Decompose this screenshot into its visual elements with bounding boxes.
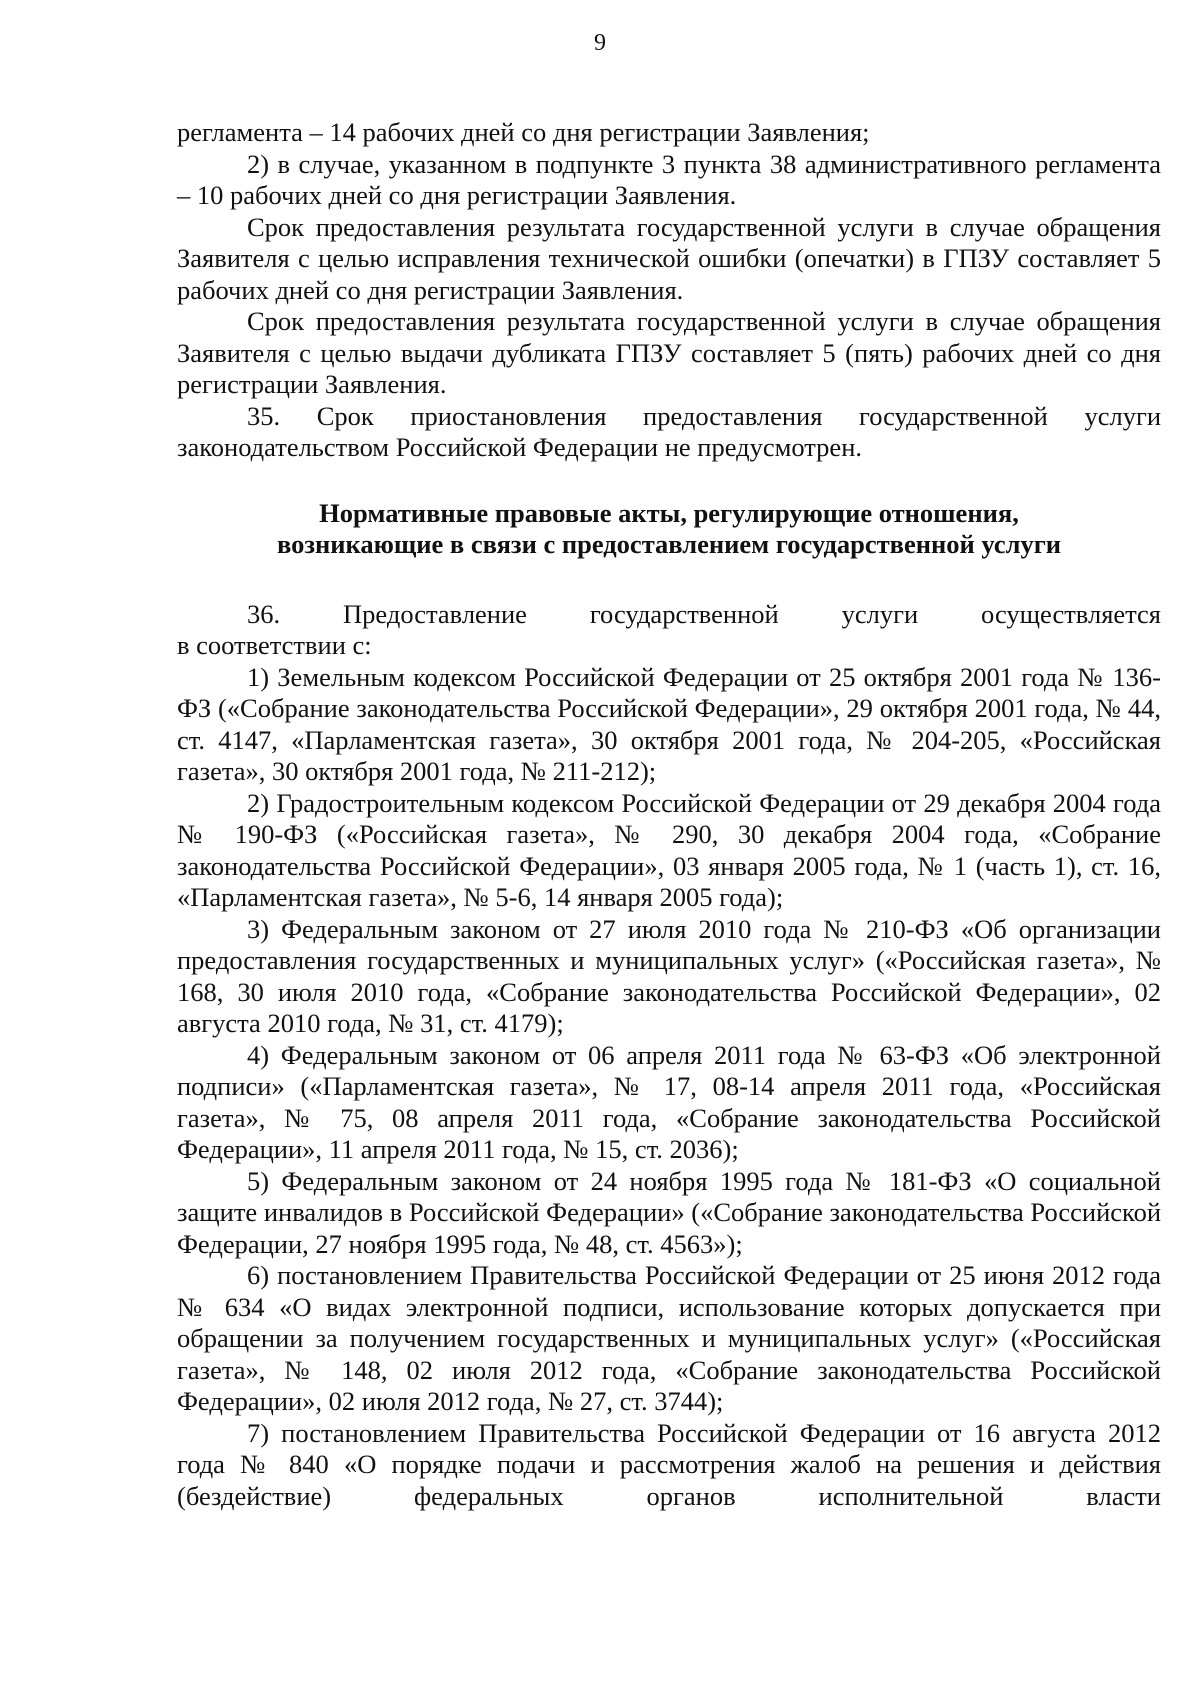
list-item: 1) Земельным кодексом Российской Федерации от 25 октября 2001 года № 136-ФЗ («Собрание законодательства Российской Федерации», 29 октября 2001 года, № 44, ст. 4147, «Парламентская газета», 30 октября 2001 года, № 204-205, «Российская газета», 30 октября 2001 года, № 211-212);	[177, 661, 1161, 786]
list-item: 7) постановлением Правительства Российской Федерации от 16 августа 2012 года № 840 «О порядке подачи и рассмотрения жалоб на решения и действия (бездействие) федеральных органов исполнительной власти	[177, 1417, 1161, 1511]
paragraph: 2) в случае, указанном в подпункте 3 пункта 38 административного регламента – 10 рабочих дней со дня регистрации Заявления.	[177, 148, 1161, 210]
section-heading	[177, 498, 1161, 561]
paragraph: в соответствии с:	[177, 630, 372, 660]
paragraph: регламента – 14 рабочих дней со дня регистрации Заявления;	[177, 117, 870, 147]
paragraph: Срок предоставления результата государственной услуги в случае обращения Заявителя с целью исправления технической ошибки (опечатки) в ГПЗУ составляет 5 рабочих дней со дня регистрации Заявления.	[177, 211, 1161, 305]
paragraph: 35. Срок приостановления предоставления государственной услуги законодательством Российской Федерации не предусмотрен.	[177, 400, 1161, 462]
paragraph: Срок предоставления результата государственной услуги в случае обращения Заявителя с целью выдачи дубликата ГПЗУ составляет 5 (пять) рабочих дней со дня регистрации Заявления.	[177, 306, 1161, 399]
list-item: 3) Федеральным законом от 27 июля 2010 года № 210-ФЗ «Об организации предоставления государственных и муниципальных услуг» («Российская газета», № 168, 30 июля 2010 года, «Собрание законодательства Российской Федерации», 02 августа 2010 года, № 31, ст. 4179);	[177, 913, 1161, 1038]
section-heading-line: Нормативные правовые акты, регулирующие отношения,	[319, 497, 1019, 528]
list-item: 2) Градостроительным кодексом Российской Федерации от 29 декабря 2004 года № 190-ФЗ («Российская газета», № 290, 30 декабря 2004 года, «Собрание законодательства Российской Федерации», 03 января 2005 года, № 1 (часть 1), ст. 16, «Парламентская газета», № 5-6, 14 января 2005 года);	[177, 787, 1161, 912]
list-item: 4) Федеральным законом от 06 апреля 2011 года № 63-ФЗ «Об электронной подписи» («Парламентская газета», № 17, 08-14 апреля 2011 года, «Российская газета», № 75, 08 апреля 2011 года, «Собрание законодательства Российской Федерации», 11 апреля 2011 года, № 15, ст. 2036);	[177, 1039, 1161, 1164]
list-item: 5) Федеральным законом от 24 ноября 1995 года № 181-ФЗ «О социальной защите инвалидов в Российской Федерации» («Собрание законодательства Российской Федерации, 27 ноября 1995 года, № 48, ст. 4563»);	[177, 1165, 1161, 1259]
document-body	[177, 117, 1161, 1512]
paragraph: 36. Предоставление государственной услуги осуществляется	[247, 598, 1161, 629]
section-heading-line: возникающие в связи с предоставлением государственной услуги	[276, 529, 1062, 559]
list-item: 6) постановлением Правительства Российской Федерации от 25 июня 2012 года № 634 «О видах электронной подписи, использование которых допускается при обращении за получением государственных и муниципальных услуг» («Российская газета», № 148, 02 июля 2012 года, «Собрание законодательства Российской Федерации», 02 июля 2012 года, № 27, ст. 3744);	[177, 1260, 1161, 1416]
page-number: 9	[594, 30, 606, 56]
